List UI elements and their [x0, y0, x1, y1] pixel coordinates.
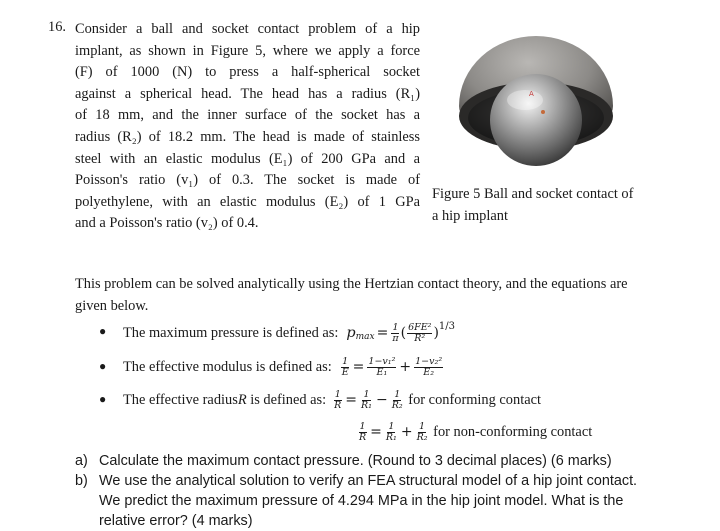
- solve-intro: This problem can be solved analytically using the Hertzian contact theory, and the equations are given below.: [75, 276, 628, 314]
- figure-marker-label: A: [529, 90, 534, 98]
- frac-den: R: [359, 431, 367, 443]
- eq-equals: =: [352, 359, 365, 375]
- frac-num: 1−v₁²: [368, 355, 396, 367]
- frac-num: 1−v₂²: [415, 355, 443, 367]
- intro-line: implant, as shown in Figure 5, where we apply a force: [75, 42, 420, 59]
- frac-den: E₁: [376, 366, 388, 378]
- bullet-effective-modulus: [123, 352, 444, 382]
- intro-line: radius (R₂) of 18.2 mm. The head is made of stainless: [75, 128, 420, 145]
- intro-line: Poisson's ratio (v₁) of 0.3. The socket is made of: [75, 172, 420, 189]
- frac-num: 1: [342, 355, 349, 367]
- frac-num: 1: [334, 388, 341, 400]
- figure-caption: [432, 184, 662, 227]
- frac-num: 1: [359, 420, 366, 432]
- frac-num: 6FE²: [408, 321, 432, 333]
- frac-den: R₁: [361, 399, 372, 411]
- bullet-text-pre: The effective radius: [123, 391, 238, 408]
- eq-equals: =: [376, 325, 389, 341]
- subquestion-label: b): [75, 473, 88, 489]
- question-number: 16.: [48, 19, 66, 35]
- eq-frac: [414, 357, 443, 378]
- effective-radius-equation: [332, 390, 405, 411]
- subquestion-label: a): [75, 453, 88, 469]
- eq-lhs: p: [346, 325, 356, 341]
- non-conforming-equation: [357, 417, 592, 447]
- intro-line: (F) of 1000 (N) to press a half-spherical socket: [75, 64, 420, 81]
- eq-frac: [391, 390, 404, 411]
- intro-line: against a spherical head. The head has a radius (R₁): [75, 85, 420, 102]
- frac-den: E₂: [423, 366, 435, 378]
- eq-minus: −: [376, 392, 388, 408]
- ball-head: [490, 74, 582, 166]
- frac-num: 1: [392, 321, 399, 333]
- frac-num: 1: [419, 420, 426, 432]
- frac-num: 1: [388, 420, 395, 432]
- eq-frac: [385, 422, 398, 443]
- eq-suffix: for conforming contact: [404, 391, 541, 408]
- frac-den: R: [334, 399, 342, 411]
- intro-line: of 18 mm, and the inner surface of the socket has a: [75, 107, 420, 124]
- frac-den: R₁: [385, 431, 397, 443]
- frac-den: R₂: [391, 399, 403, 411]
- frac-den: R²: [414, 332, 426, 344]
- subquestion-b: [99, 471, 669, 531]
- eq-frac: [391, 323, 399, 344]
- question-intro: [75, 19, 420, 235]
- non-conforming-math: [357, 422, 430, 443]
- intro-line: polyethylene, with an elastic modulus (E₂) of 1 GPa: [75, 193, 420, 210]
- bullet-dot: ●: [99, 324, 107, 338]
- eq-frac: [367, 357, 396, 378]
- eq-suffix: for non-conforming contact: [429, 423, 593, 440]
- subquestion-line: We use the analytical solution to verify an FEA structural model of a hip joint contact.: [99, 473, 638, 489]
- eq-frac: [358, 422, 367, 443]
- eq-exponent: 1/3: [438, 320, 456, 332]
- bullet-var: R: [237, 391, 247, 408]
- eq-frac: [333, 390, 342, 411]
- bullet-text: The effective modulus is defined as:: [123, 358, 332, 375]
- subquestion-line: We predict the maximum pressure of 4.294 MPa in the hip joint model. What is the: [99, 493, 624, 509]
- eq-frac: [407, 323, 432, 344]
- figure-marker-dot: [541, 110, 545, 114]
- eq-open-paren: (: [400, 325, 407, 341]
- subquestion-a: [99, 451, 669, 471]
- ball-highlight: [507, 90, 543, 110]
- eq-equals: =: [345, 392, 358, 408]
- intro-line: steel with an elastic modulus (E₁) of 200 GPa and a: [75, 150, 420, 167]
- eq-close-paren: ): [433, 325, 439, 341]
- caption-line: Figure 5 Ball and socket contact of: [432, 186, 634, 202]
- max-pressure-equation: [346, 320, 456, 344]
- eq-equals: =: [370, 424, 382, 440]
- caption-line: a hip implant: [432, 207, 508, 224]
- eq-frac: [360, 390, 373, 411]
- bullet-max-pressure: [123, 318, 455, 348]
- frac-num: 1: [394, 388, 401, 400]
- ball-socket-figure: [455, 34, 617, 174]
- bullet-dot: ●: [99, 392, 107, 406]
- eq-frac: [416, 422, 429, 443]
- eq-plus: +: [399, 359, 412, 375]
- eq-lhs-sub: max: [355, 332, 375, 342]
- frac-den: E: [341, 366, 349, 378]
- frac-num: 1: [363, 388, 370, 400]
- intro-line: Consider a ball and socket contact problem of a hip: [75, 21, 420, 37]
- eq-plus: +: [400, 424, 413, 440]
- bullet-effective-radius: [123, 385, 541, 415]
- bullet-text: The maximum pressure is defined as:: [123, 324, 339, 341]
- subquestion-line: Calculate the maximum contact pressure. (Round to 3 decimal places) (6 marks): [99, 453, 612, 469]
- frac-den: π: [392, 332, 399, 344]
- intro-line: and a Poisson's ratio (v₂) of 0.4.: [75, 215, 259, 232]
- eq-frac: [341, 357, 350, 378]
- bullet-dot: ●: [99, 359, 107, 373]
- subquestion-line: relative error? (4 marks): [99, 513, 253, 529]
- effective-modulus-equation: [340, 357, 444, 378]
- frac-den: R₂: [416, 431, 428, 443]
- bullet-text-post: is defined as:: [246, 391, 327, 408]
